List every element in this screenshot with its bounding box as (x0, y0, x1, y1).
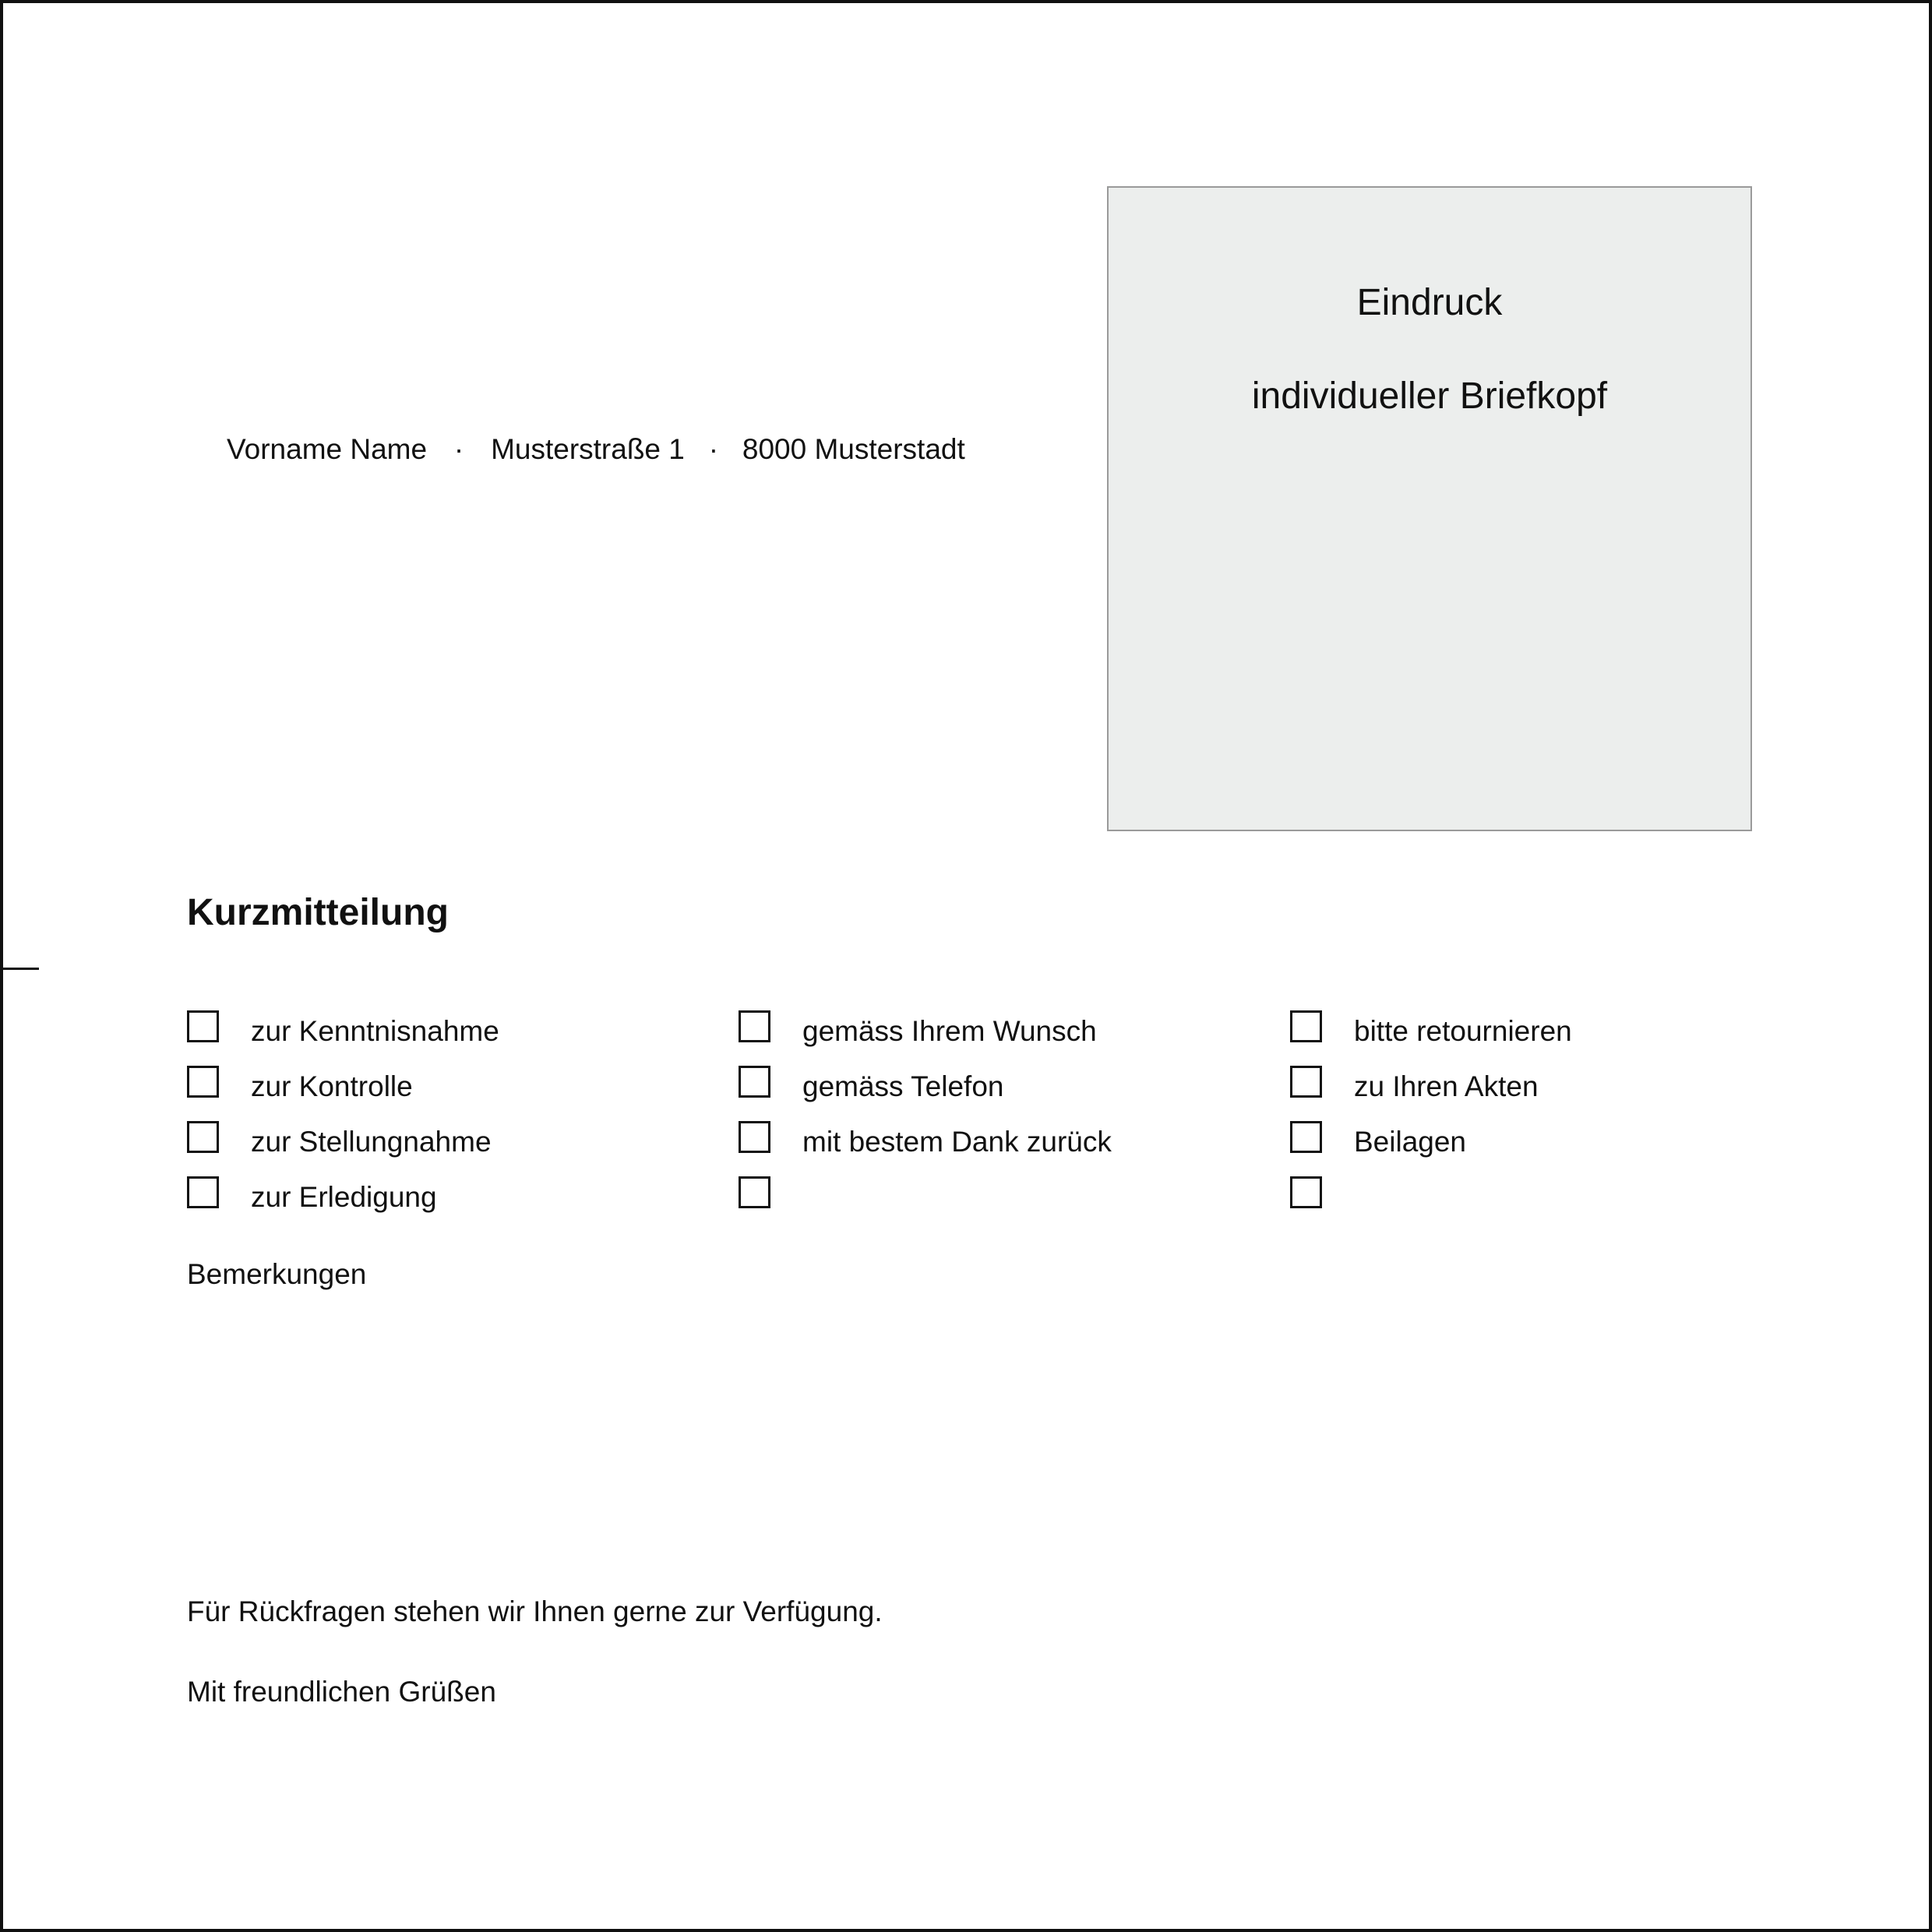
option-label: zur Erledigung (251, 1181, 437, 1213)
checkbox[interactable] (187, 1121, 219, 1153)
sender-street: Musterstraße 1 (491, 433, 685, 465)
closing-sentence: Für Rückfragen stehen wir Ihnen gerne zur Verfügung. (187, 1595, 883, 1627)
remarks-label: Bemerkungen (187, 1258, 367, 1290)
options-column-2 (739, 1010, 1284, 1232)
option-label: Beilagen (1354, 1126, 1467, 1158)
checkbox[interactable] (739, 1121, 770, 1153)
option-label: mit bestem Dank zurück (802, 1126, 1112, 1158)
checkbox[interactable] (187, 1176, 219, 1208)
options-column-3 (1290, 1010, 1835, 1232)
checkbox[interactable] (1290, 1121, 1322, 1153)
sender-city: 8000 Musterstadt (742, 433, 965, 465)
option-label: zur Kenntnisnahme (251, 1015, 499, 1047)
option-gemaess-wunsch[interactable] (739, 1010, 1284, 1066)
option-label: zur Kontrolle (251, 1070, 413, 1102)
option-blank-3[interactable] (1290, 1176, 1835, 1232)
option-akten[interactable] (1290, 1066, 1835, 1121)
checkbox[interactable] (1290, 1066, 1322, 1098)
option-beilagen[interactable] (1290, 1121, 1835, 1176)
checkbox[interactable] (187, 1010, 219, 1042)
option-erledigung[interactable] (187, 1176, 732, 1232)
option-dank-zurueck[interactable] (739, 1121, 1284, 1176)
sender-separator: · (708, 433, 719, 465)
sender-address-line (227, 433, 965, 466)
checkbox[interactable] (1290, 1176, 1322, 1208)
fold-mark (3, 968, 39, 970)
sender-name: Vorname Name (227, 433, 428, 465)
option-label: zur Stellungnahme (251, 1126, 492, 1158)
sender-separator: · (453, 433, 464, 465)
letterhead-placeholder (1107, 186, 1752, 831)
checkbox[interactable] (739, 1010, 770, 1042)
checkbox[interactable] (739, 1066, 770, 1098)
option-stellungnahme[interactable] (187, 1121, 732, 1176)
options-grid (187, 1010, 1745, 1213)
option-gemaess-telefon[interactable] (739, 1066, 1284, 1121)
option-retournieren[interactable] (1290, 1010, 1835, 1066)
option-label: gemäss Telefon (802, 1070, 1004, 1102)
option-kenntnisnahme[interactable] (187, 1010, 732, 1066)
letterhead-line-1: Eindruck (1356, 282, 1503, 323)
options-column-1 (187, 1010, 732, 1232)
option-label: gemäss Ihrem Wunsch (802, 1015, 1097, 1047)
option-label: bitte retournieren (1354, 1015, 1572, 1047)
checkbox[interactable] (1290, 1010, 1322, 1042)
option-kontrolle[interactable] (187, 1066, 732, 1121)
document-title: Kurzmitteilung (187, 892, 449, 933)
closing-greeting: Mit freundlichen Grüßen (187, 1676, 496, 1708)
checkbox[interactable] (739, 1176, 770, 1208)
option-label: zu Ihren Akten (1354, 1070, 1539, 1102)
option-blank-2[interactable] (739, 1176, 1284, 1232)
checkbox[interactable] (187, 1066, 219, 1098)
letterhead-line-2: individueller Briefkopf (1251, 375, 1608, 417)
